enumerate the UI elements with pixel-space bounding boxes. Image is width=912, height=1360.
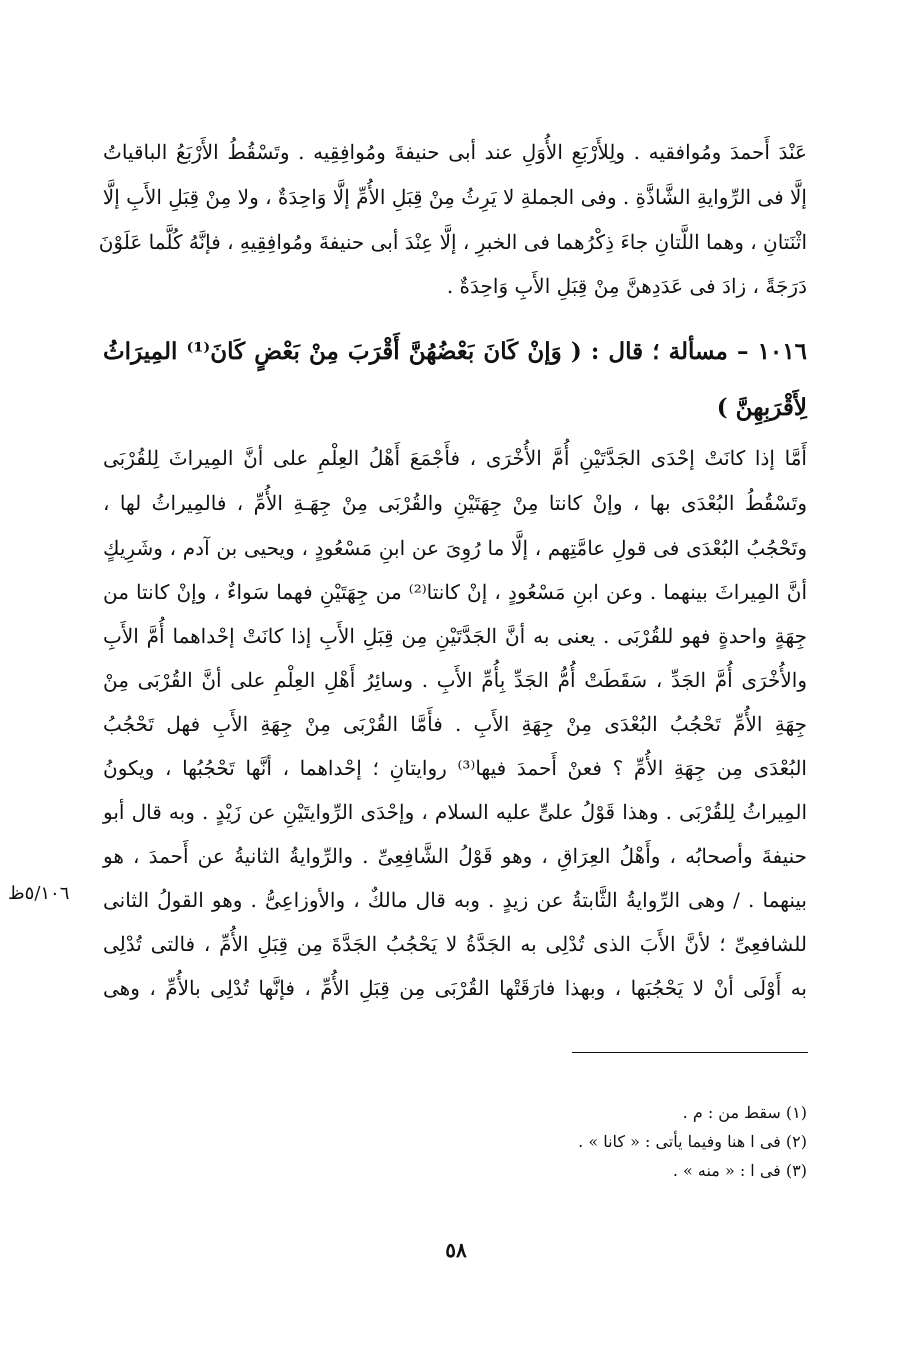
body-line: أنَّ المِيراثَ بينهما . وعن ابنِ مَسْعُودٍ ، إنْ كانتا⁽²⁾ من جِهَتَيْنِ فهما سَواءٌ ، وإنْ كانتا من [103, 580, 807, 604]
footnote: (٣) فى ا : « منه » . [672, 1161, 807, 1180]
page-number: ٥٨ [445, 1238, 467, 1262]
body-line: وتَحْجُبُ البُعْدَى فى قولِ عامَّتِهم ، إلَّا ما رُوِىَ عن ابنِ مَسْعُودٍ ، ويحيى بن آدم ، وشَرِيكٍ [103, 536, 807, 560]
body-line: وتَسْقُطُ البُعْدَى بها ، وإنْ كانتا مِنْ جِهَتَيْنِ والقُرْبَى مِنْ جِهَـةِ الأُمِّ ، فالمِيراثُ لها ، [103, 491, 807, 515]
body-line: اثْنَتانِ ، وهما اللَّتانِ جاءَ ذِكْرُهما فى الخبرِ ، إلَّا عِنْدَ أبى حنيفةَ ومُوافِقِيهِ ، فإنَّهُ كُلَّما عَلَوْنَ [98, 230, 807, 254]
body-line: للشافعِىِّ ؛ لأنَّ الأَبَ الذى تُدْلِى به الجَدَّةُ لا يَحْجُبُ الجَدَّةَ مِن قِبَلِ الأُمِّ ، فالتى تُدْلِى [103, 932, 807, 956]
body-line: والأُخْرَى أُمَّ الجَدِّ ، سَقَطَتْ أُمُّ الجَدِّ بِأُمِّ الأَبِ . وسائِرُ أَهْلِ العِلْمِ على أنَّ القُرْبَى مِنْ [103, 668, 807, 692]
body-line: عَنْدَ أَحمدَ ومُوافقيه . ولِلأَرْبَعِ الأُوَلِ عند أبى حنيفةَ ومُوافِقِيه . وتَسْقُطُ الأَرْبَعُ الباقياتُ [103, 140, 807, 164]
body-line: جِهَةِ الأُمِّ تَحْجُبُ البُعْدَى مِنْ جِهَةِ الأَبِ . فأَمَّا القُرْبَى مِنْ جِهَةِ الأَبِ فهل تَحْجُبُ [103, 712, 807, 736]
body-line: إلَّا فى الرِّوايةِ الشَّاذَّةِ . وفى الجملةِ لا يَرِثُ مِنْ قِبَلِ الأُمِّ إلَّا وَاحِدَةٌ ، ولا مِنْ قِبَلِ الأَبِ إلَّا [102, 185, 807, 209]
margin-note: ٥/١٠٦ظ [8, 883, 70, 904]
footnote: (٢) فى ا هنا وفيما يأتى : « كانا » . [578, 1132, 807, 1151]
masala-heading: ١٠١٦ – مسألة ؛ قال : ( وَإنْ كَانَ بَعْضُهُنَّ أَقْرَبَ مِنْ بَعْضٍ كَانَ⁽¹⁾ المِيرَاثُ [103, 338, 807, 365]
masala-heading: لِأَقْرَبِهِنَّ ) [716, 394, 807, 421]
body-line: دَرَجَةً ، زادَ فى عَدَدِهنَّ مِنْ قِبَلِ الأَبِ وَاحِدَةٌ . [446, 274, 807, 298]
body-line: البُعْدَى مِن جِهَةِ الأُمِّ ؟ فعنْ أَحمدَ فيها⁽³⁾ روايتانِ ؛ إحْداهما ، أنَّها تَحْجُبُها ، ويكونُ [103, 756, 807, 780]
body-line: جِهَةٍ واحدةٍ فهو للقُرْبَى . يعنى به أنَّ الجَدَّتَيْنِ مِن قِبَلِ الأَبِ إذا كانَتْ إحْداهما أُمَّ الأَبِ [103, 624, 807, 648]
body-line: حنيفةَ وأصحابُه ، وأَهْلُ العِرَاقِ ، وهو قَوْلُ الشَّافِعِىِّ . والرِّوايةُ الثانيةُ عن أَحمدَ ، هو [103, 844, 807, 868]
footnote: (١) سقط من : م . [682, 1103, 807, 1122]
body-line: به أَوْلَى أنْ لا يَحْجُبَها ، وبهذا فارَقَتْها القُرْبَى مِن قِبَلِ الأُمِّ ، فإنَّها تُدْلِى بالأُمِّ ، وهى [103, 976, 807, 1000]
body-line: أَمَّا إذا كانَتْ إحْدَى الجَدَّتَيْنِ أُمَّ الأُخْرَى ، فأَجْمَعَ أَهْلُ العِلْمِ على أنَّ المِيراثَ لِلقُرْبَى [103, 446, 807, 470]
body-line: المِيراثُ لِلقُرْبَى . وهذا قَوْلُ علىٍّ عليه السلام ، وإحْدَى الرِّوايتَيْنِ عن زَيْدٍ . وبه قال أبو [103, 800, 807, 824]
body-line: بينهما . / وهى الرِّوايةُ الثَّابتةُ عن زيدٍ . وبه قال مالكٌ ، والأوزاعِىُّ . وهو القولُ الثانى [103, 888, 807, 912]
footnote-rule [572, 1052, 808, 1053]
